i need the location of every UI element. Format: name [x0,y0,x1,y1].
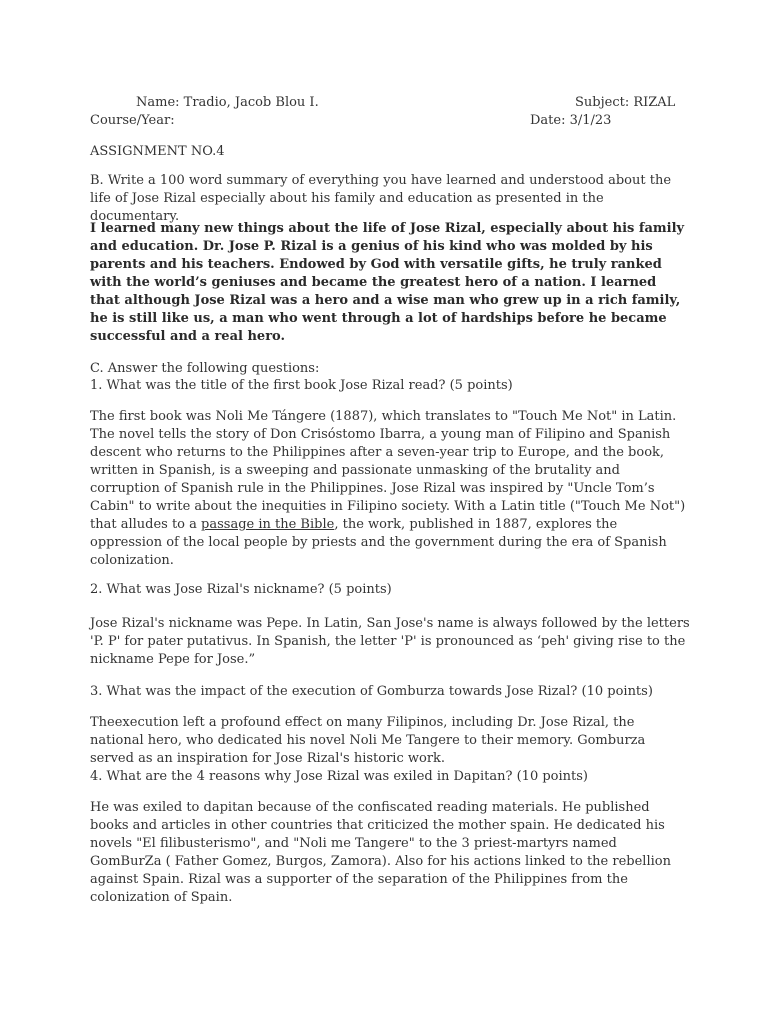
answer-1-text-end: , the work, published in 1887, explores the oppression of the local people by priests and the government during the era of Spanish colonization. [90,517,667,568]
section-b-answer: I learned many new things about the life of Jose Rizal, especially about his family and education. Dr. Jose P. Rizal is a genius of his kind who was molded by his parents and his teachers. Endowed by God with versatile gifts, he truly ranked with the world’s geniuses and became the greatest hero of a nation. I learned that although Jose Rizal was a hero and a wise man who grew up in a rich family, he is still like us, a man who went through a lot of hardships before he became successful and a real hero. [90,221,685,344]
answer-1 [90,408,690,570]
answer-2: Jose Rizal's nickname was Pepe. In Latin, San Jose's name is always followed by the letters 'P. P' for pater putativus. In Spanish, the letter 'P' is pronounced as ‘peh' giving rise to the nickname Pepe for Jose.” [90,616,690,667]
question-1: 1. What was the title of the first book Jose Rizal read? (5 points) [90,378,513,393]
answer-1-text-start: The first book was Noli Me Tángere (1887), which translates to "Touch Me Not" in Latin. The novel tells the story of Don Crisóstomo Ibarra, a young man of Filipino and Spanish descent who returns to the Philippines after a seven-year trip to Europe, and the book, written in Spanish, is a sweeping and passionate unmasking of the brutality and corruption of Spanish rule in the Philippines. Jose Rizal was inspired by "Uncle Tom’s Cabin" to write about the inequities in Filipino society. With a Latin title ("Touch Me Not") that alludes to a [90,409,686,532]
subject: Subject: RIZAL [575,95,676,110]
section-b-prompt: B. Write a 100 word summary of everything you have learned and understood about the life of Jose Rizal especially about his family and education as presented in the documentary. [90,173,672,224]
answer-4: He was exiled to dapitan because of the confiscated reading materials. He published books and articles in other countries that criticized the mother spain. He dedicated his novels "El filibusterismo", and "Noli me Tangere" to the 3 priest-martyrs named GomBurZa ( Father Gomez, Burgos, Zamora). Also for his actions linked to the rebellion against Spain. Rizal was a supporter of the separation of the Philippines from the colonization of Spain. [90,800,671,905]
question-2: 2. What was Jose Rizal's nickname? (5 points) [90,582,392,597]
answer-3: Theexecution left a profound effect on many Filipinos, including Dr. Jose Rizal, the national hero, who dedicated his novel Noli Me Tangere to their memory. Gomburza served as an inspiration for Jose Rizal's historic work. [90,715,646,766]
date: Date: 3/1/23 [530,113,612,128]
bible-passage-link[interactable]: passage in the Bible [201,517,335,532]
question-3: 3. What was the impact of the execution of Gomburza towards Jose Rizal? (10 points) [90,684,653,699]
assignment-title: ASSIGNMENT NO.4 [90,144,225,159]
course-year: Course/Year: [90,113,175,128]
section-c-heading: C. Answer the following questions: [90,361,320,376]
student-name: Name: Tradio, Jacob Blou I. [136,95,319,110]
question-4: 4. What are the 4 reasons why Jose Rizal was exiled in Dapitan? (10 points) [90,769,588,784]
